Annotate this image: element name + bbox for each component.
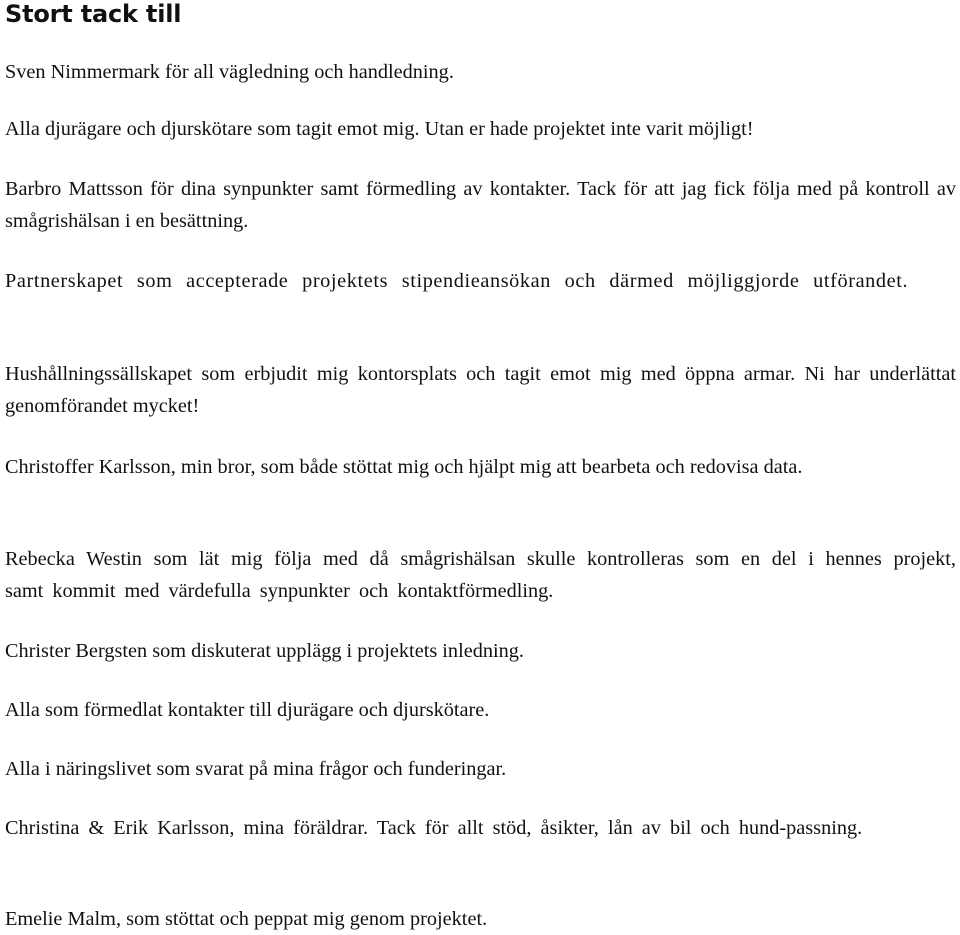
paragraph: Partnerskapet som accepterade projektets stipendieansökan och därmed möjliggjorde utförandet. xyxy=(5,270,909,292)
page-title: Stort tack till xyxy=(5,0,182,28)
paragraph: Emelie Malm, som stöttat och peppat mig genom projektet. xyxy=(5,908,488,930)
paragraph: Rebecka Westin som lät mig följa med då smågrishälsan skulle kontrolleras som en del i hennes projekt, samt kommit med värdefulla synpunkter och kontaktförmedling. xyxy=(5,548,956,602)
paragraph: Alla i näringslivet som svarat på mina frågor och funderingar. xyxy=(5,758,507,780)
paragraph: Alla djurägare och djurskötare som tagit emot mig. Utan er hade projektet inte varit möjligt! xyxy=(5,118,754,140)
paragraph: Sven Nimmermark för all vägledning och handledning. xyxy=(5,61,454,83)
paragraph: Hushållningssällskapet som erbjudit mig kontorsplats och tagit emot mig med öppna armar. Ni har underlättat genomförandet mycket! xyxy=(5,363,956,417)
paragraph: Alla som förmedlat kontakter till djurägare och djurskötare. xyxy=(5,699,490,721)
paragraph: Christina & Erik Karlsson, mina föräldrar. Tack för allt stöd, åsikter, lån av bil och hund-passning. xyxy=(5,817,863,839)
acknowledgements-page xyxy=(5,0,956,930)
paragraph: Barbro Mattsson för dina synpunkter samt förmedling av kontakter. Tack för att jag fick följa med på kontroll av smågrishälsan i en besättning. xyxy=(5,178,956,232)
paragraph: Christoffer Karlsson, min bror, som både stöttat mig och hjälpt mig att bearbeta och redovisa data. xyxy=(5,456,803,478)
paragraph: Christer Bergsten som diskuterat upplägg i projektets inledning. xyxy=(5,640,524,662)
